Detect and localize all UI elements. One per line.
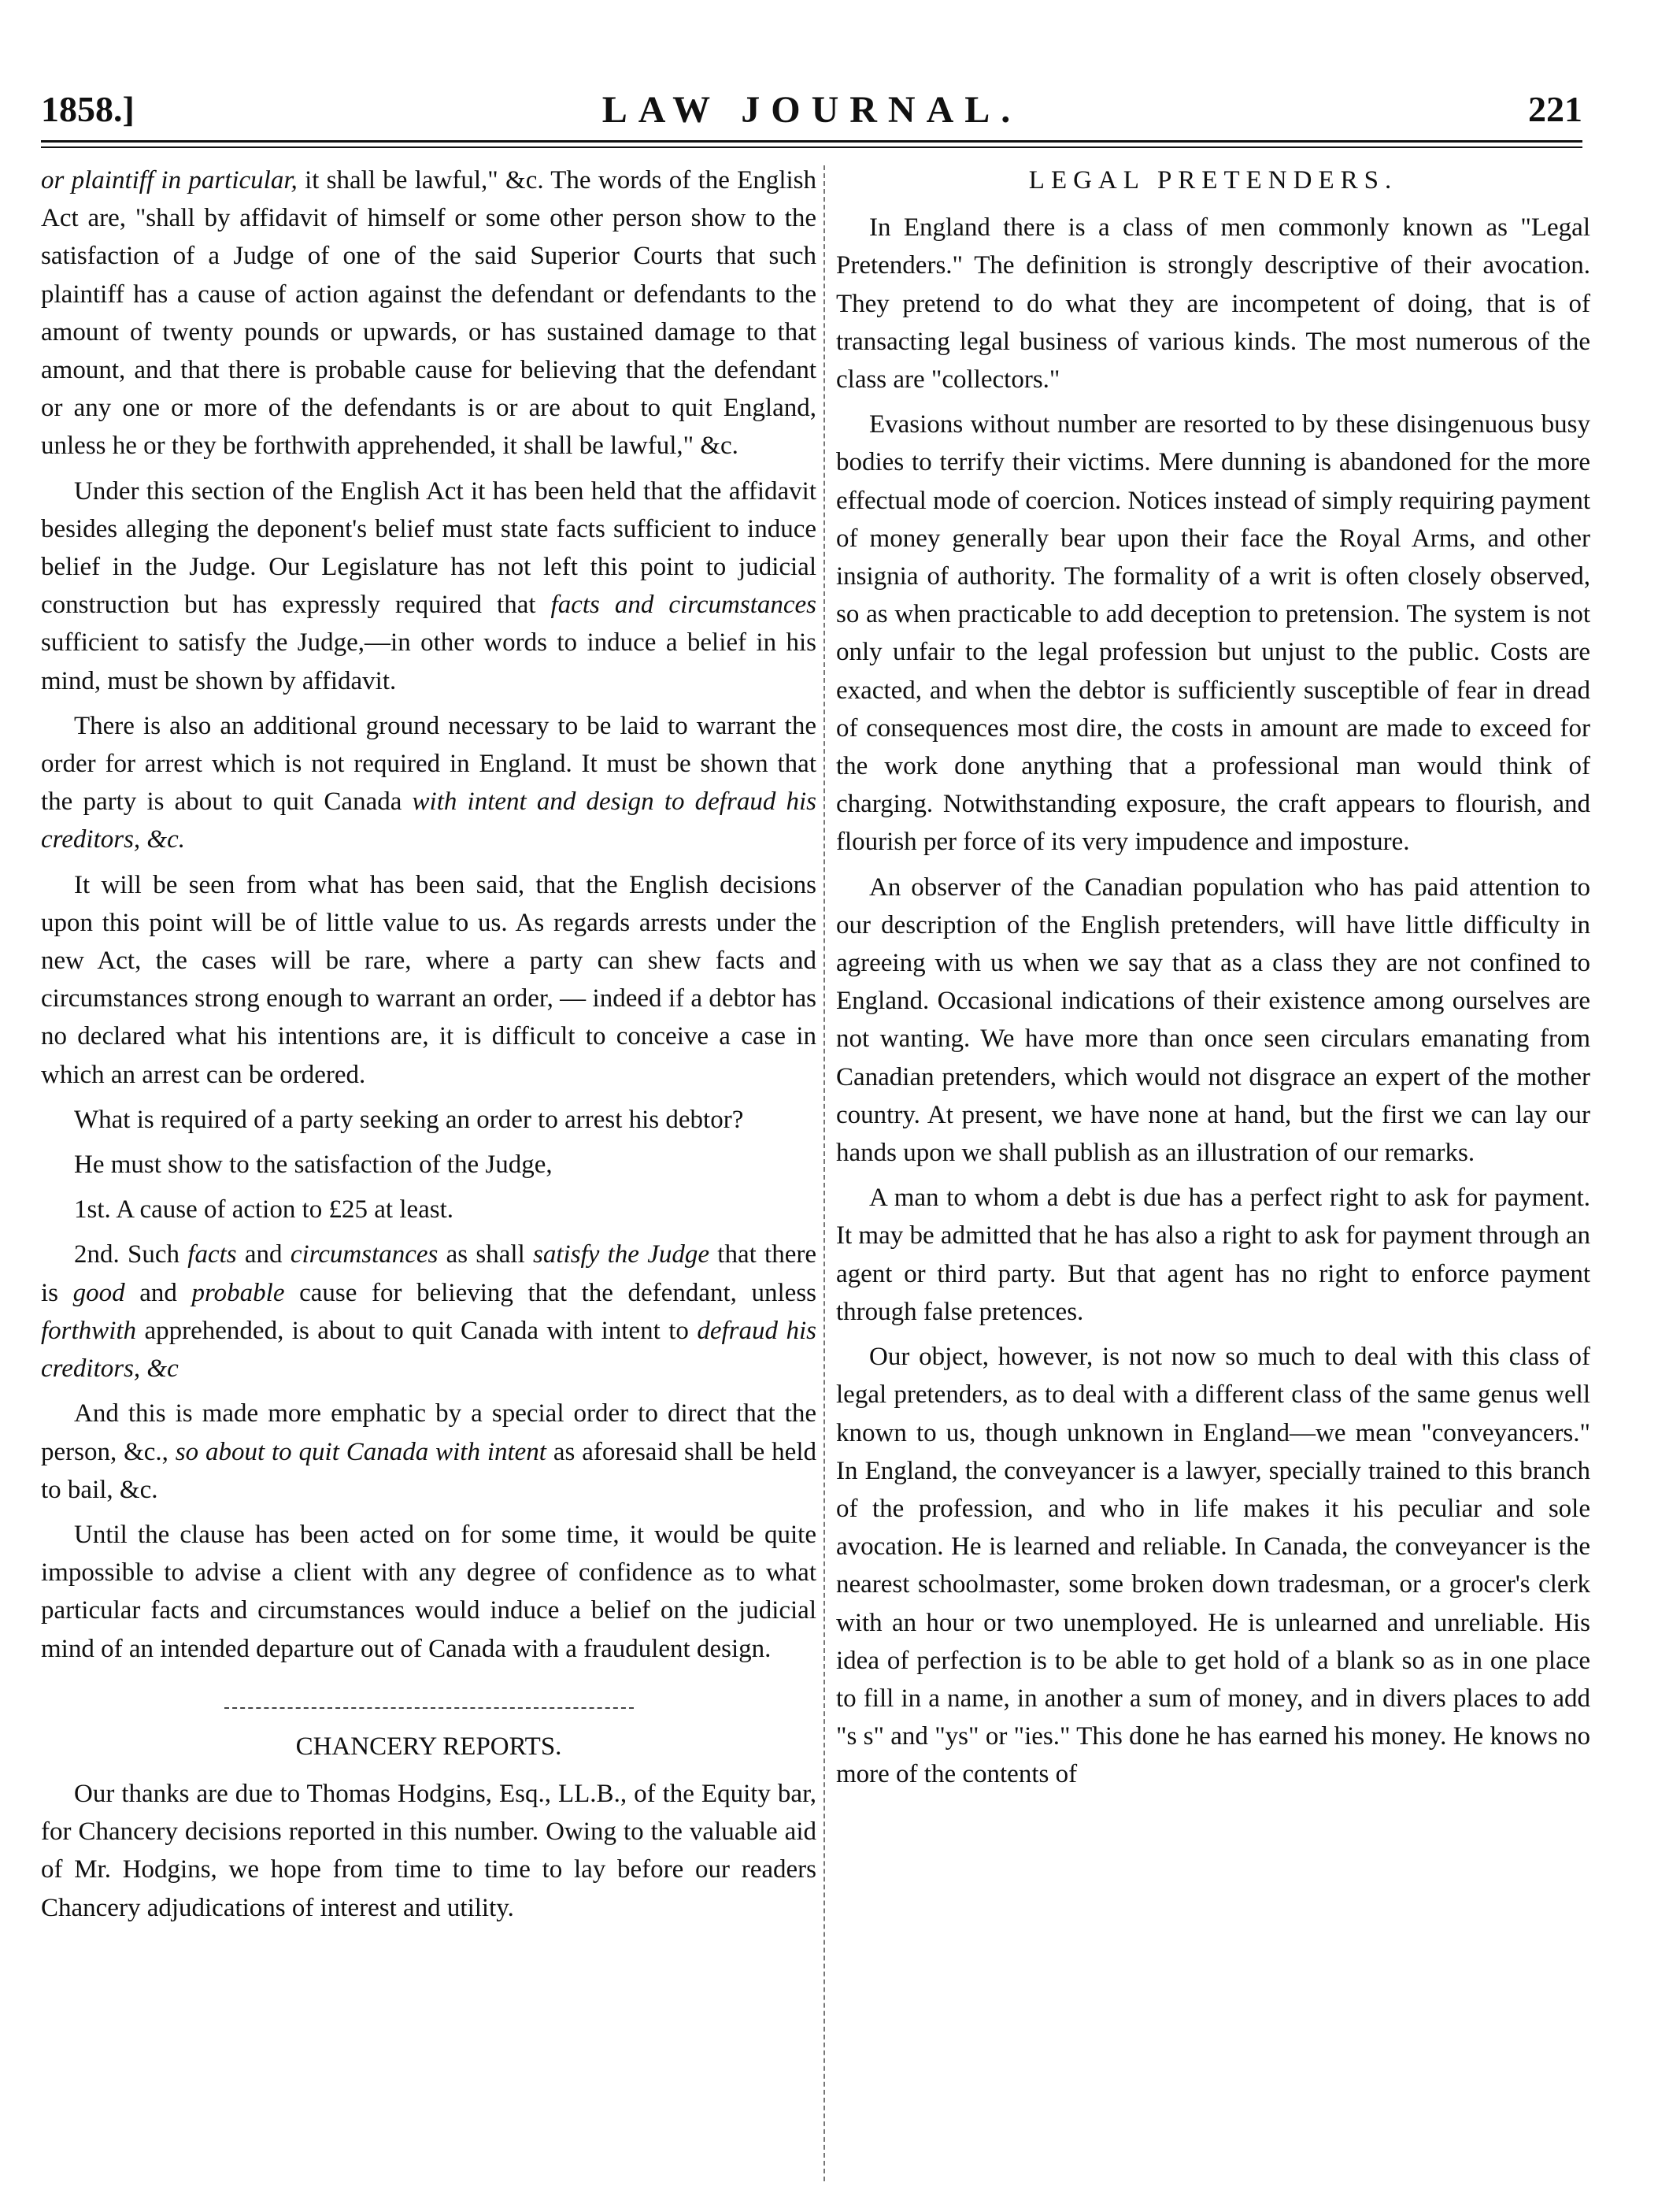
paragraph: A man to whom a debt is due has a perfect right to ask for payment. It may be admitted that he has also a right to ask for payment through an agent or third party. But that agent has no right to enforce payment through false pretences. — [836, 1184, 1590, 1326]
page-number: 221 — [1528, 89, 1582, 129]
section-heading-chancery: CHANCERY REPORTS. — [295, 1732, 562, 1761]
paragraph — [41, 472, 816, 700]
paragraph — [41, 707, 816, 859]
header-rule-thick — [41, 140, 1582, 143]
paragraph: An observer of the Canadian population who has paid attention to our description of the English pretenders, will have little difficulty in agreeing with us when we say that as a class they are not confined to England. Occasional indications of their existence among ourselves are not wanting. We have more than once seen circulars emanating from Canadian pretenders, which would not disgrace an expert of the mother country. At present, we have none at hand, but the first we can lay our hands upon we shall publish as an illustration of our remarks. — [836, 873, 1590, 1168]
paragraph-text: that there is — [41, 1240, 816, 1307]
italic-text: facts and circumstances — [550, 591, 816, 620]
paragraph-text: apprehended, is about to quit Canada with intent to — [136, 1316, 698, 1345]
paragraph-text: And this is made more emphatic by a special order to direct that the person, &c., — [41, 1399, 816, 1466]
paragraph-text: as aforesaid shall be held to bail, &c. — [41, 1437, 816, 1504]
section-separator — [224, 1707, 634, 1709]
paragraph-text: it shall be lawful," &c. The words of the English Act are, "shall by affidavit of himself or some other person show to the satisfaction of a Judge of one of the said Superior Courts that such plaintiff has a cause of action against the defendant or defendants to the amount of twenty pounds or upwards, or has sustained damage to that amount, and that there is probable cause for believing that the defendant or any one or more of the defendants is or are about to quit England, unless he or they be forthwith apprehended, it shall be lawful," &c. — [41, 166, 816, 461]
italic-text: facts — [187, 1240, 237, 1269]
italic-text: good — [72, 1278, 125, 1307]
right-column — [836, 161, 1590, 2201]
italic-text: defraud his creditors, &c — [41, 1316, 816, 1384]
paragraph: What is required of a party seeking an order to arrest his debtor? — [74, 1105, 744, 1134]
italic-text: circumstances — [290, 1240, 439, 1269]
paragraph-text: Under this section of the English Act it has been held that the affidavit besides alleging the deponent's belief must state facts sufficient to induce belief in the Judge. Our Legislature has not left this point to judicial construction but has expressly required that — [41, 476, 816, 620]
italic-text: probable — [191, 1278, 285, 1307]
page-header — [41, 88, 1582, 143]
paragraph: In England there is a class of men commonly known as "Legal Pretenders." The definition is strongly descriptive of their avocation. They pretend to do what they are incompetent of doing, that is of transacting legal business of various kinds. The most numerous of the class are "collectors." — [836, 213, 1590, 395]
paragraph: He must show to the satisfaction of the Judge, — [74, 1150, 553, 1180]
paragraph: Evasions without number are resorted to by these disingenuous busy bodies to terrify their victims. Mere dunning is abandoned for the more effectual mode of coercion. Notices instead of simply requiring payment of money generally bear upon their face the Royal Arms, and other insignia of authority. The formality of a writ is often closely observed, so as when practicable to add deception to pretension. The system is not only unfair to the legal profession but unjust to the public. Costs are exacted, and when the debtor is sufficiently susceptible of fear in dread of consequences most dire, the costs in amount are made to exceed for the work done anything that a professional man would think of charging. Notwithstanding exposure, the craft appears to flourish, and flourish per force of its very impudence and imposture. — [836, 410, 1590, 857]
header-year: 1858.] — [41, 89, 135, 129]
paragraph-text: and — [236, 1240, 291, 1269]
paragraph-text: sufficient to satisfy the Judge,—in other words to induce a belief in his mind, must be shown by affidavit. — [41, 628, 816, 695]
paragraph-text: There is also an additional ground necessary to be laid to warrant the order for arrest which is not required in England. It must be shown that the party is about to quit Canada — [41, 711, 816, 817]
paragraph — [41, 1236, 816, 1388]
paragraph-text: cause for believing that the defendant, unless — [284, 1278, 816, 1307]
section-heading-legal-pretenders: LEGAL PRETENDERS. — [1028, 166, 1398, 195]
paragraph — [41, 1395, 816, 1509]
header-rule-thin — [41, 146, 1582, 148]
paragraph: Our object, however, is not now so much to deal with this class of legal pretenders, as to deal with a different class of the same genus well known to us, though unknown in England—we mean "conveyancers." In England, the conveyancer is a lawyer, specially trained to this branch of the profession, and who in life makes it his peculiar and sole avocation. He is learned and reliable. In Canada, the conveyancer is the nearest schoolmaster, some broken down tradesman, or a grocer's clerk with an hour or two unemployed. He is unlearned and unreliable. His idea of perfection is to be able to get hold of a blank so as in one place to fill in a name, in another a sum of money, and in divers places to add "s s" and "ys" or "ies." This done he has earned his money. He knows no more of the contents of — [836, 1343, 1590, 1789]
left-column — [41, 161, 816, 2201]
header-title: LAW JOURNAL. — [601, 89, 1022, 131]
italic-text: forthwith — [41, 1316, 137, 1345]
italic-text: or plaintiff in particular, — [41, 166, 298, 195]
paragraph-text: and — [124, 1278, 192, 1307]
paragraph — [41, 161, 816, 465]
italic-text: with intent and design to defraud his creditors, &c. — [41, 787, 816, 854]
paragraph-text: 2nd. Such — [74, 1240, 188, 1269]
paragraph: It will be seen from what has been said, that the English decisions upon this point will be of little value to us. As regards arrests under the new Act, the cases will be rare, where a party can shew facts and circumstances strong enough to warrant an order, — indeed if a debtor has no declared what his intentions are, it is difficult to conceive a case in which an arrest can be ordered. — [41, 870, 816, 1089]
paragraph: 1st. A cause of action to £25 at least. — [74, 1195, 454, 1225]
paragraph-text: as shall — [438, 1240, 534, 1269]
italic-text: satisfy the Judge — [533, 1240, 710, 1269]
italic-text: so about to quit Canada with intent — [175, 1437, 546, 1466]
column-divider — [823, 165, 825, 2181]
paragraph: Until the clause has been acted on for some time, it would be quite impossible to advise a client with any degree of confidence as to what particular facts and circumstances would induce a belief on the judicial mind of an intended departure out of Canada with a fraudulent design. — [41, 1520, 816, 1663]
paragraph: Our thanks are due to Thomas Hodgins, Esq., LL.B., of the Equity bar, for Chancery decisions reported in this number. Owing to the valuable aid of Mr. Hodgins, we hope from time to time to lay before our readers Chancery adjudications of interest and utility. — [41, 1779, 816, 1922]
